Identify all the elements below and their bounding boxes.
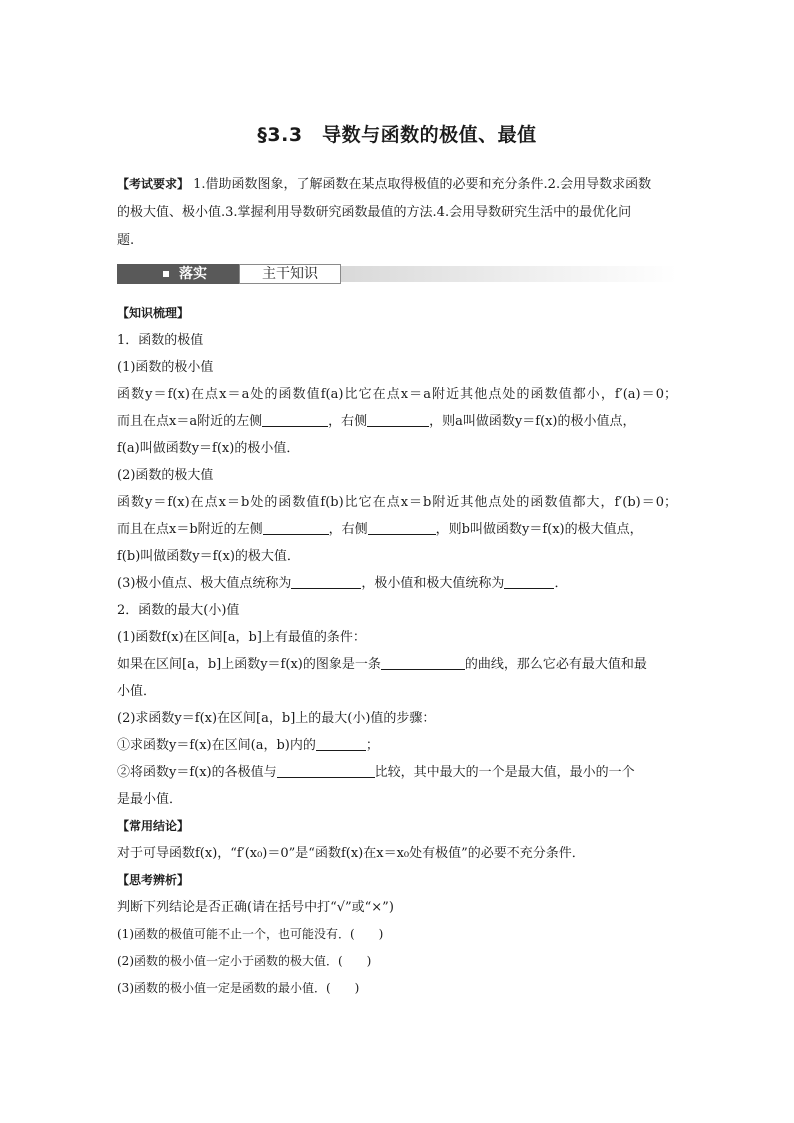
conclusion-text: 对于可导函数f(x)，“f′(x₀)＝0”是“函数f(x)在x＝x₀处有极值”的必要不充分条件．: [117, 846, 585, 861]
section-bar-fade: [341, 266, 677, 282]
text-line: f(b)叫做函数y＝f(x)的极大值．: [117, 549, 300, 564]
think-tag: 【思考辨析】: [117, 873, 190, 887]
exam-requirements: [117, 170, 677, 255]
square-bullet-icon: [163, 271, 169, 277]
text-line: 小值．: [117, 684, 157, 699]
fill-blank[interactable]: [277, 762, 375, 778]
knowledge-body: [117, 300, 677, 1002]
fill-blank[interactable]: [504, 573, 554, 589]
text-line-with-blanks: (3)极小值点、极大值点统称为 ，极小值和极大值统称为 ．: [117, 570, 677, 597]
section-tab-light: [239, 264, 341, 284]
exam-requirements-line-2: 的极大值、极小值.3.掌握利用导数研究函数最值的方法.4.会用导数研究生活中的最优化问: [117, 205, 632, 220]
exam-requirements-line-3: 题.: [117, 233, 135, 248]
question-1: (1)函数的极值可能不止一个，也可能没有．( ): [117, 927, 384, 941]
knowledge-tag: 【知识梳理】: [117, 306, 190, 320]
question-2: (2)函数的极小值一定小于函数的极大值．( ): [117, 954, 372, 968]
heading-max-min: 2．函数的最大(小)值: [117, 603, 240, 618]
text-line-with-blanks: ①求函数y＝f(x)在区间(a，b)内的 ；: [117, 732, 677, 759]
text-line-with-blanks: ②将函数y＝f(x)的各极值与 比较，其中最大的一个是最大值，最小的一个: [117, 759, 677, 786]
fill-blank[interactable]: [368, 519, 436, 535]
page-title: §3.3 导数与函数的极值、最值: [257, 124, 537, 146]
conclusion-tag: 【常用结论】: [117, 819, 190, 833]
text-line: 函数y＝f(x)在点x＝b处的函数值f(b)比它在点x＝b附近其他点处的函数值都大，f′(b)＝0；: [117, 495, 677, 510]
subheading-local-min: (1)函数的极小值: [117, 360, 214, 375]
text-line-with-blanks: 如果在区间[a，b]上函数y＝f(x)的图象是一条 的曲线，那么它必有最大值和最: [117, 651, 677, 678]
text-line: (2)求函数y＝f(x)在区间[a，b]上的最大(小)值的步骤：: [117, 711, 436, 726]
heading-extremum: 1．函数的极值: [117, 333, 204, 348]
fill-blank[interactable]: [263, 519, 329, 535]
exam-requirements-tag: 【考试要求】: [117, 177, 190, 191]
question-3: (3)函数的极小值一定是函数的最小值．( ): [117, 981, 360, 995]
text-line: f(a)叫做函数y＝f(x)的极小值．: [117, 441, 300, 456]
text-line-with-blanks: 而且在点x＝b附近的左侧 ，右侧 ，则b叫做函数y＝f(x)的极大值点，: [117, 516, 677, 543]
text-line: 是最小值．: [117, 792, 183, 807]
section-header-bar: [117, 264, 677, 284]
section-label-light: 主干知识: [262, 266, 318, 282]
fill-blank[interactable]: [262, 411, 328, 427]
fill-blank[interactable]: [367, 411, 429, 427]
fill-blank[interactable]: [291, 573, 361, 589]
text-line: 函数y＝f(x)在点x＝a处的函数值f(a)比它在点x＝a附近其他点处的函数值都小，f′(a)＝0；: [117, 387, 677, 402]
text-line-with-blanks: 而且在点x＝a附近的左侧 ，右侧 ，则a叫做函数y＝f(x)的极小值点，: [117, 408, 677, 435]
section-tab-dark: [117, 264, 239, 284]
fill-blank[interactable]: [316, 735, 366, 751]
exam-requirements-line-1: 【考试要求】 1.借助函数图象，了解函数在某点取得极值的必要和充分条件.2.会用导数求函数: [117, 177, 652, 192]
text-line: (1)函数f(x)在区间[a，b]上有最值的条件：: [117, 630, 366, 645]
fill-blank[interactable]: [381, 654, 465, 670]
subheading-local-max: (2)函数的极大值: [117, 468, 214, 483]
section-label-dark: 落实: [179, 266, 207, 282]
think-intro: 判断下列结论是否正确(请在括号中打“√”或“×”): [117, 900, 394, 915]
